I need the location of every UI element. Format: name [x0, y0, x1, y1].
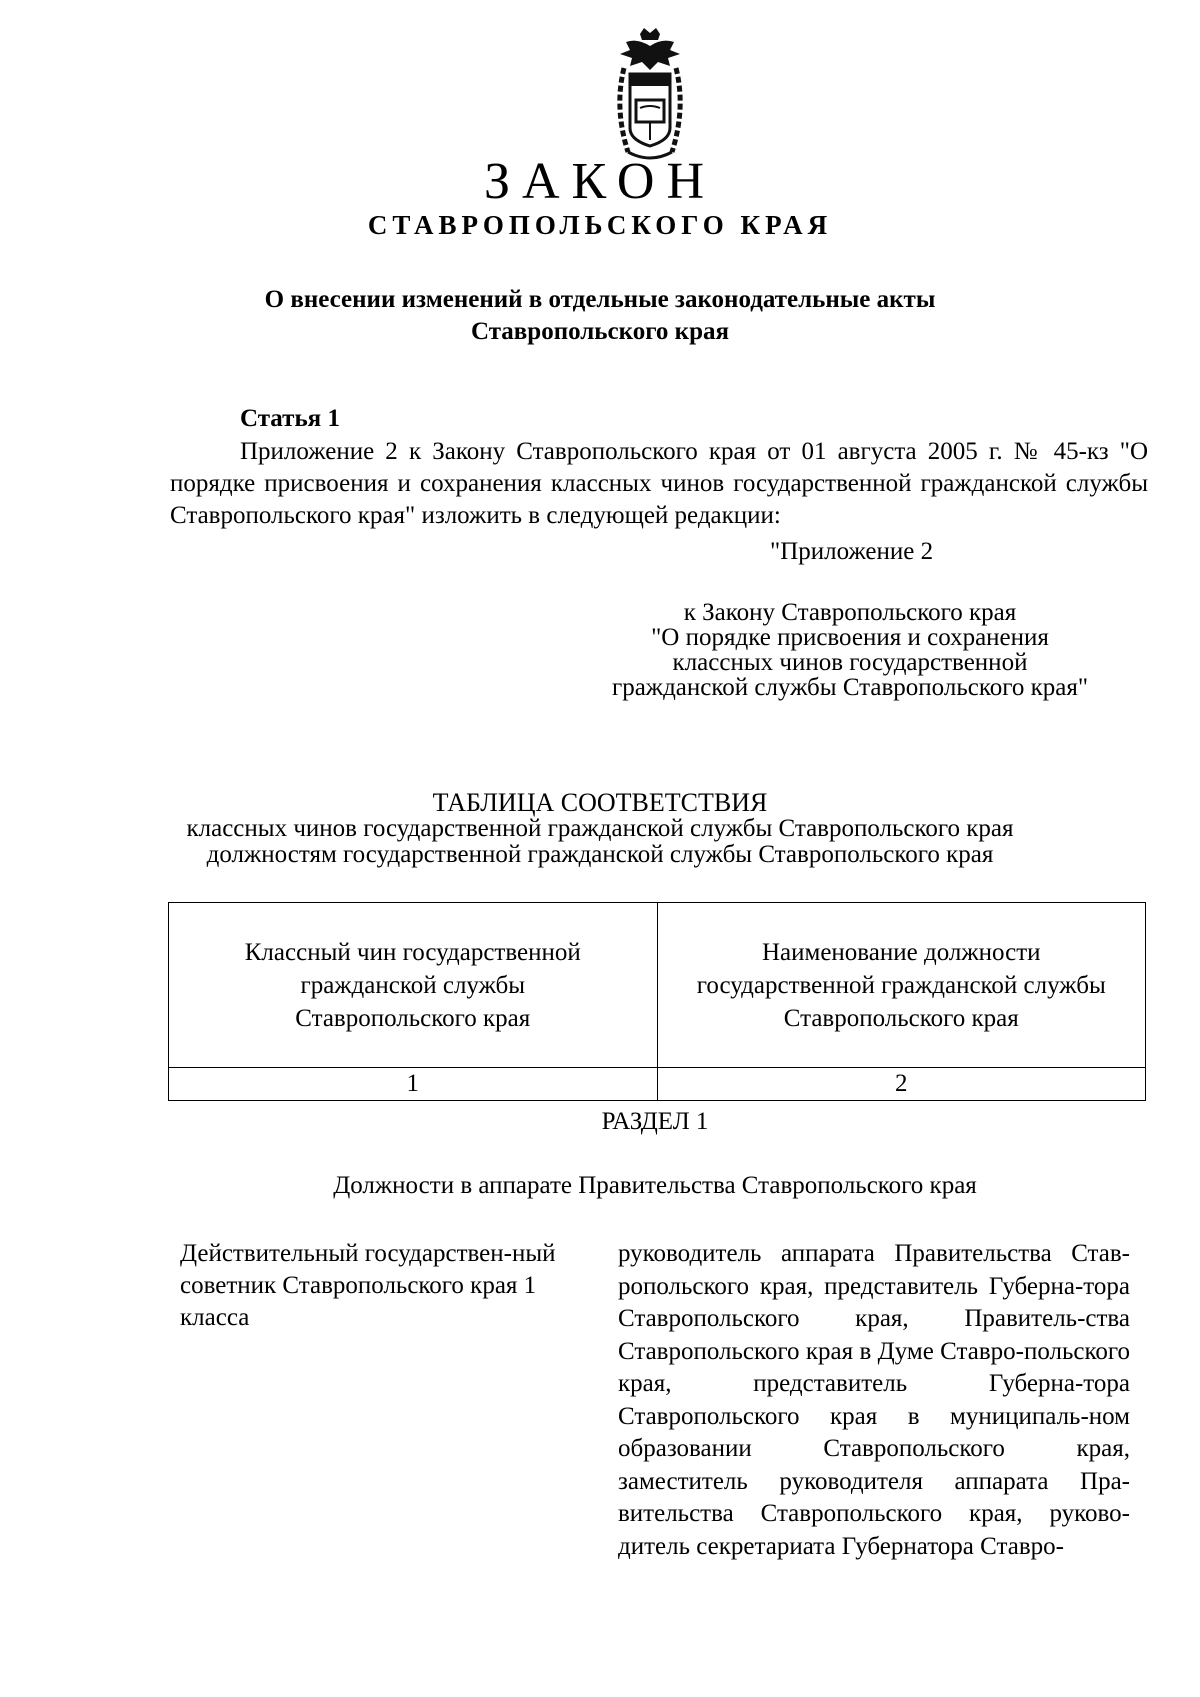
column-number: 2 [657, 1068, 1146, 1101]
article-heading: Статья 1 [240, 405, 340, 432]
class-rank-text: Действительный государствен-ный советник Ставропольского края 1 класса [180, 1240, 556, 1331]
appendix-title: "Приложение 2 [770, 538, 934, 565]
coat-of-arms-icon [610, 28, 690, 164]
table-subtitle-line: должностям государственной гражданской службы Ставропольского края [206, 841, 994, 868]
header-line: гражданской службы [300, 971, 526, 999]
appendix-reference-line: гражданской службы Ставропольского края" [611, 674, 1089, 701]
appendix-reference-line: к Закону Ставропольского края [683, 599, 1017, 626]
table-header-cell [657, 903, 1146, 1068]
table-subtitle [0, 816, 1200, 868]
appendix-reference-line: классных чинов государственной [672, 649, 1028, 676]
header-line: Ставропольского края [783, 1004, 1019, 1032]
section-name: Должности в аппарате Правительства Ставропольского края [333, 1172, 977, 1199]
law-subtitle: СТАВРОПОЛЬСКОГО КРАЯ [367, 210, 833, 240]
table-title: ТАБЛИЦА СООТВЕТСТВИЯ [432, 788, 768, 817]
article-text: Приложение 2 к Закону Ставропольского края от 01 августа 2005 г. № 45-кз "О порядке присвоения и сохранения классных чинов государственной гражданской службы Ставропольского края" изложить в следующей редакции: [170, 438, 1148, 529]
column-number: 1 [169, 1068, 658, 1101]
header-line: Классный чин государственной [244, 938, 581, 966]
position-list-text: руководитель аппарата Правительства Став-ропольского края, представитель Губерна-тора Ставропольского края, Правитель-ства Ставропольского края в Думе Ставро-польского края, представитель Губерна-тора Ставропольского края в муниципаль-ном образовании Ставропольского края, заместитель руководителя аппарата Пра-вительства Ставропольского края, руково-дитель секретариата Губернатора Ставро- [618, 1240, 1130, 1560]
header-line: государственной гражданской службы [696, 971, 1106, 999]
table-header-row [169, 903, 1146, 1068]
appendix-reference [570, 600, 1130, 700]
law-subject-line: Ставропольского края [470, 318, 730, 345]
correspondence-table [168, 902, 1146, 1101]
law-subject-line: О внесении изменений в отдельные законодательные акты [264, 286, 936, 313]
table-number-row [169, 1068, 1146, 1101]
appendix-reference-line: "О порядке присвоения и сохранения [651, 624, 1049, 651]
law-subject [0, 284, 1200, 348]
table-subtitle-line: классных чинов государственной гражданской службы Ставропольского края [186, 815, 1014, 842]
law-title: ЗАКОН [483, 153, 717, 210]
header-line: Ставропольского края [295, 1004, 531, 1032]
table-header-cell [169, 903, 658, 1068]
section-heading: РАЗДЕЛ 1 [601, 1108, 709, 1135]
header-line: Наименование должности [761, 938, 1041, 966]
